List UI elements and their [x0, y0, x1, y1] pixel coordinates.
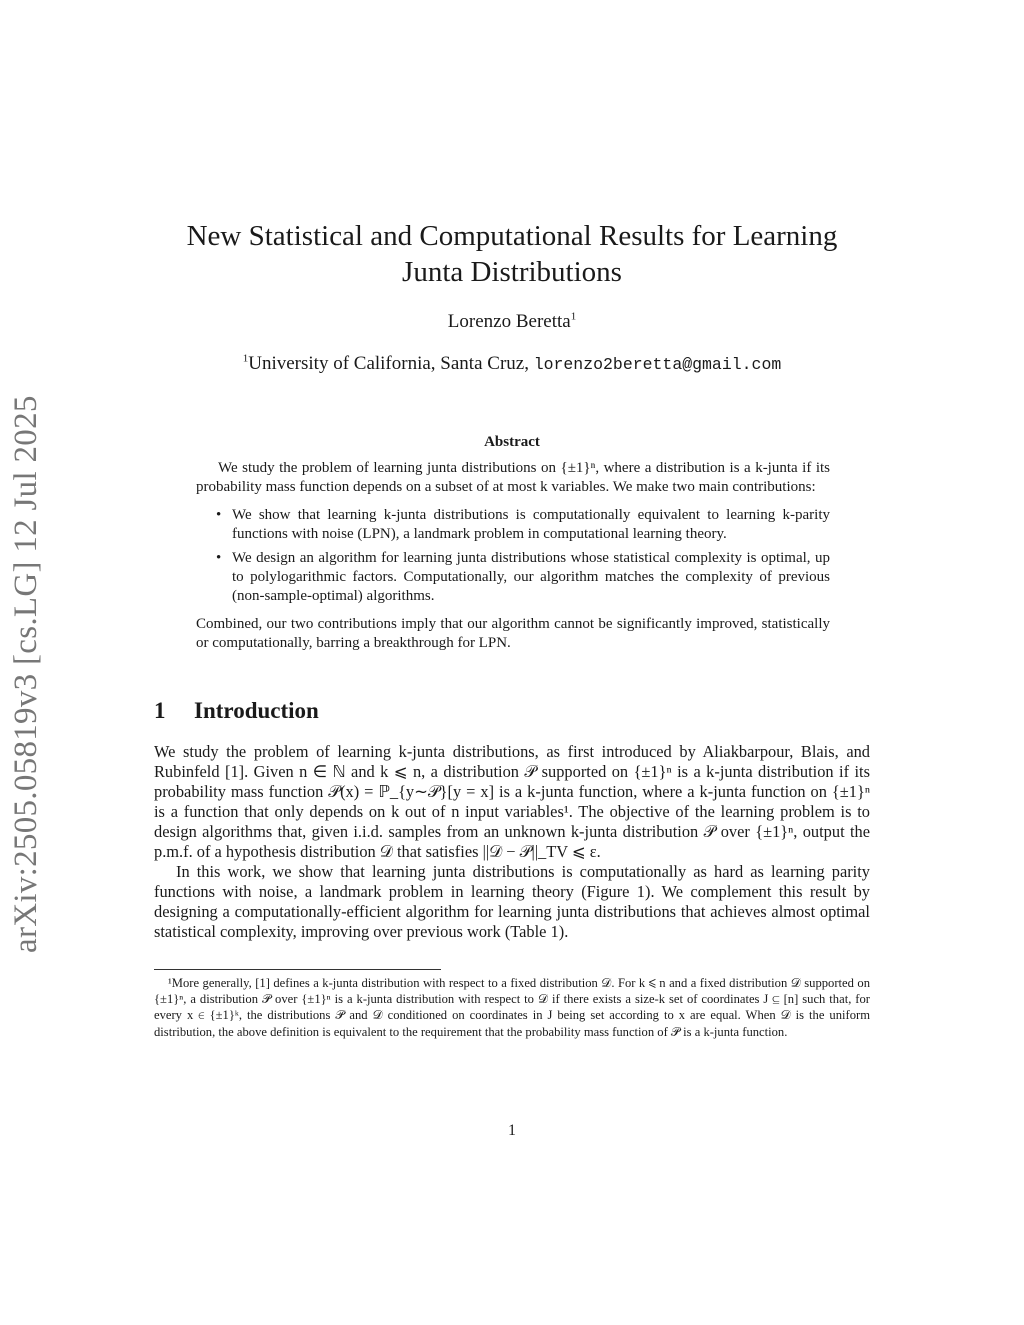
- abstract-closing: Combined, our two contributions imply that our algorithm cannot be significantly improved, statistically or computationally, barring a breakthrough for LPN.: [196, 616, 830, 651]
- contribution-item: • We show that learning k-junta distributions is computationally equivalent to learning k-parity functions with noise (LPN), a landmark problem in computational learning theory.: [232, 506, 830, 543]
- contribution-item: • We design an algorithm for learning junta distributions whose statistical complexity is optimal, up to polylogarithmic factors. Computationally, our algorithm matches the complexity of previous (non-sample-optimal) algorithms.: [232, 549, 830, 605]
- intro-paragraph-2: In this work, we show that learning junta distributions is computationally as hard as learning parity functions with noise, a landmark problem in learning theory (Figure 1). We complement this result by designing a computationally-efficient algorithm for learning junta distributions that achieves almost optimal statistical complexity, improving over previous work (Table 1).: [154, 862, 870, 941]
- footnote-divider: [154, 969, 441, 970]
- affiliation-text: University of California, Santa Cruz,: [248, 353, 534, 374]
- abstract-heading: Abstract: [484, 434, 540, 450]
- paper-title: [154, 218, 870, 290]
- section-number: 1: [154, 698, 166, 723]
- title-line-1: New Statistical and Computational Results for Learning: [186, 220, 838, 252]
- affiliation-mark: 1: [242, 352, 249, 365]
- section-heading: [154, 698, 319, 724]
- page-number: 1: [508, 1122, 516, 1139]
- footnote-text: ¹More generally, [1] defines a k-junta distribution with respect to a fixed distribution 𝒟. For k ⩽ n and a fixed distribution 𝒟 supported on {±1}ⁿ, a distribution 𝒫 over {±1}ⁿ is a k-junta distribution with respect to 𝒟 if there exists a size-k set of coordinates J ⊆ [n] such that, for every x ∈ {±1}ᵏ, the distributions 𝒫 and 𝒟 conditioned on coordinates in J being set according to x are equal. When 𝒟 is the uniform distribution, the above definition is equivalent to the requirement that the probability mass function of 𝒫 is a k-junta function.: [154, 976, 870, 1039]
- arxiv-identifier: arXiv:2505.05819v3 [cs.LG] 12 Jul 2025: [8, 395, 44, 953]
- title-line-2: Junta Distributions: [402, 256, 622, 288]
- author-name: Lorenzo Beretta: [447, 311, 571, 332]
- contribution-list: [196, 506, 830, 605]
- author: [154, 311, 870, 333]
- section-title: Introduction: [194, 698, 319, 723]
- abstract-body: [196, 459, 830, 652]
- abstract-intro: We study the problem of learning junta distributions on {±1}ⁿ, where a distribution is a k-junta if its probability mass function depends on a subset of at most k variables. We make two main contributions:: [196, 460, 830, 495]
- author-email[interactable]: lorenzo2beretta@gmail.com: [533, 355, 782, 374]
- intro-paragraph-1: We study the problem of learning k-junta distributions, as first introduced by Aliakbarpour, Blais, and Rubinfeld [1]. Given n ∈ ℕ and k ⩽ n, a distribution 𝒫 supported on {±1}ⁿ is a k-junta distribution if its probability mass function 𝒫(x) = ℙ_{y∼𝒫}[y = x] is a k-junta function, where a k-junta function on {±1}ⁿ is a function that only depends on k out of n input variables¹. The objective of the learning problem is to design algorithms that, given i.i.d. samples from an unknown k-junta distribution 𝒫 over {±1}ⁿ, output the p.m.f. of a hypothesis distribution 𝒟 that satisfies ||𝒟 − 𝒫||_TV ⩽ ε.: [154, 742, 870, 861]
- author-affiliation-mark: 1: [570, 310, 577, 323]
- affiliation: [154, 353, 870, 375]
- footnote: [154, 975, 870, 1040]
- introduction-body: [154, 742, 870, 942]
